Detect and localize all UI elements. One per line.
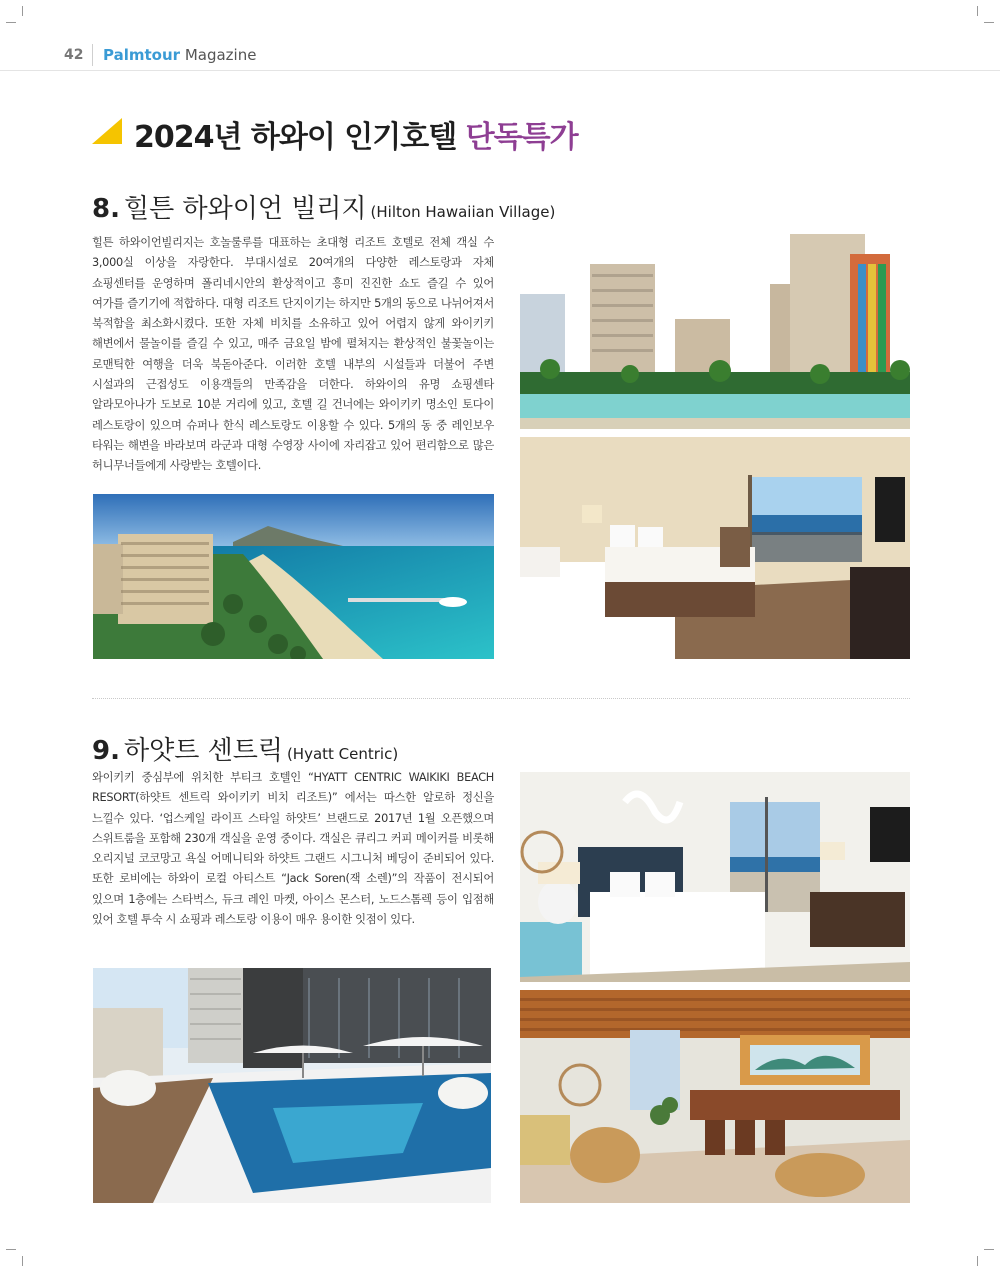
crop-mark	[977, 1256, 978, 1266]
title-main: 2024년 하와이 인기호텔	[134, 120, 466, 155]
section-body-hyatt: 와이키키 중심부에 위치한 부티크 호텔인 “HYATT CENTRIC WAIKIKI BEACH RESORT(하얏트 센트릭 와이키키 비치 리조트)” 에서는 따스한 알로하 정신을 느낄수 있다. ‘업스케일 라이프 스타일 하얏트’ 브랜드로 2017년 1월 오픈했으며 스위트룸을 포함해 230개 객실을 운영 중이다. 객실은 큐리그 커피 메이커를 비롯해 오리지널 코코망고 욕실 어메니티와 하얏트 그랜드 시그니처 베딩이 준비되어 있다. 또한 로비에는 하와이 로컬 아티스트 “Jack Soren(잭 소렌)”의 작품이 전시되어 있으며 1층에는 스타벅스, 듀크 레인 마켓, 아이스 몬스터, 노드스톰렉 등이 입점해 있어 호텔 투숙 시 쇼핑과 레스토랑 이용이 매우 용이한 잇점이 있다.	[92, 771, 494, 927]
section-name-en: (Hyatt Centric)	[286, 745, 399, 763]
photo-hyatt-pool-deck	[93, 968, 491, 1203]
photo-hilton-room	[520, 437, 910, 659]
section-name-en: (Hilton Hawaiian Village)	[370, 203, 556, 221]
section-name-ko: 하얏트 센트릭	[123, 736, 283, 766]
section-body-hilton: 힐튼 하와이언빌리지는 호놀룰루를 대표하는 초대형 리조트 호텔로 전체 객실 수 3,000실 이상을 자랑한다. 부대시설로 20여개의 다양한 레스토랑과 자체 쇼핑센터를 운영하며 폴리네시안의 환상적이고 흥미 진진한 쇼도 즐길 수 있어 여가를 즐기기에 적합하다. 대형 리조트 단지이기는 하지만 5개의 동으로 나뉘어져서 북적함을 최소화시켰다. 또한 자체 비치를 소유하고 있어 어렵지 않게 와이키키 해변에서 물놀이를 즐길 수 있고, 매주 금요일 밤에 펼쳐지는 환상적인 불꽃놀이는 로맨틱한 여행을 더욱 북돋아준다. 이러한 호텔 내부의 시설들과 더불어 주변 시설과의 근접성도 이용객들의 만족감을 더한다. 하와이의 유명 쇼핑센타 알라모아나가 도보로 10분 거리에 있고, 호텔 길 건너에는 와이키키 명소인 토다이 레스토랑이 있으며 슈퍼나 한식 레스토랑도 이용할 수 있다. 5개의 동 중 레인보우 타워는 해변을 바라보며 라군과 대형 수영장 사이에 자리잡고 있어 편리함으로 많은 허니무너들에게 사랑받는 호텔이다.	[92, 236, 494, 473]
photo-hyatt-lounge	[520, 990, 910, 1203]
magazine-brand	[103, 46, 256, 64]
photo-hilton-towers-lagoon	[520, 234, 910, 429]
page-title	[134, 112, 578, 156]
section-heading-hilton	[92, 188, 555, 225]
crop-mark	[6, 22, 16, 23]
brand-regular: Magazine	[180, 46, 257, 64]
brand-bold: Palmtour	[103, 46, 181, 64]
title-accent: 단독특가	[465, 120, 578, 155]
section-number: 8.	[92, 194, 120, 224]
crop-mark	[6, 1249, 16, 1250]
crop-mark	[984, 1249, 994, 1250]
page-number: 42	[64, 47, 84, 63]
page-header	[0, 40, 1000, 71]
crop-mark	[22, 1256, 23, 1266]
photo-hilton-beach-aerial	[93, 494, 494, 659]
crop-mark	[977, 6, 978, 16]
triangle-bullet-icon	[92, 118, 122, 144]
crop-mark	[22, 6, 23, 16]
section-divider	[92, 698, 910, 699]
section-name-ko: 힐튼 하와이언 빌리지	[123, 194, 367, 224]
crop-mark	[984, 22, 994, 23]
header-divider	[92, 44, 93, 66]
section-number: 9.	[92, 736, 120, 766]
photo-hyatt-room	[520, 772, 910, 982]
section-heading-hyatt	[92, 730, 398, 767]
